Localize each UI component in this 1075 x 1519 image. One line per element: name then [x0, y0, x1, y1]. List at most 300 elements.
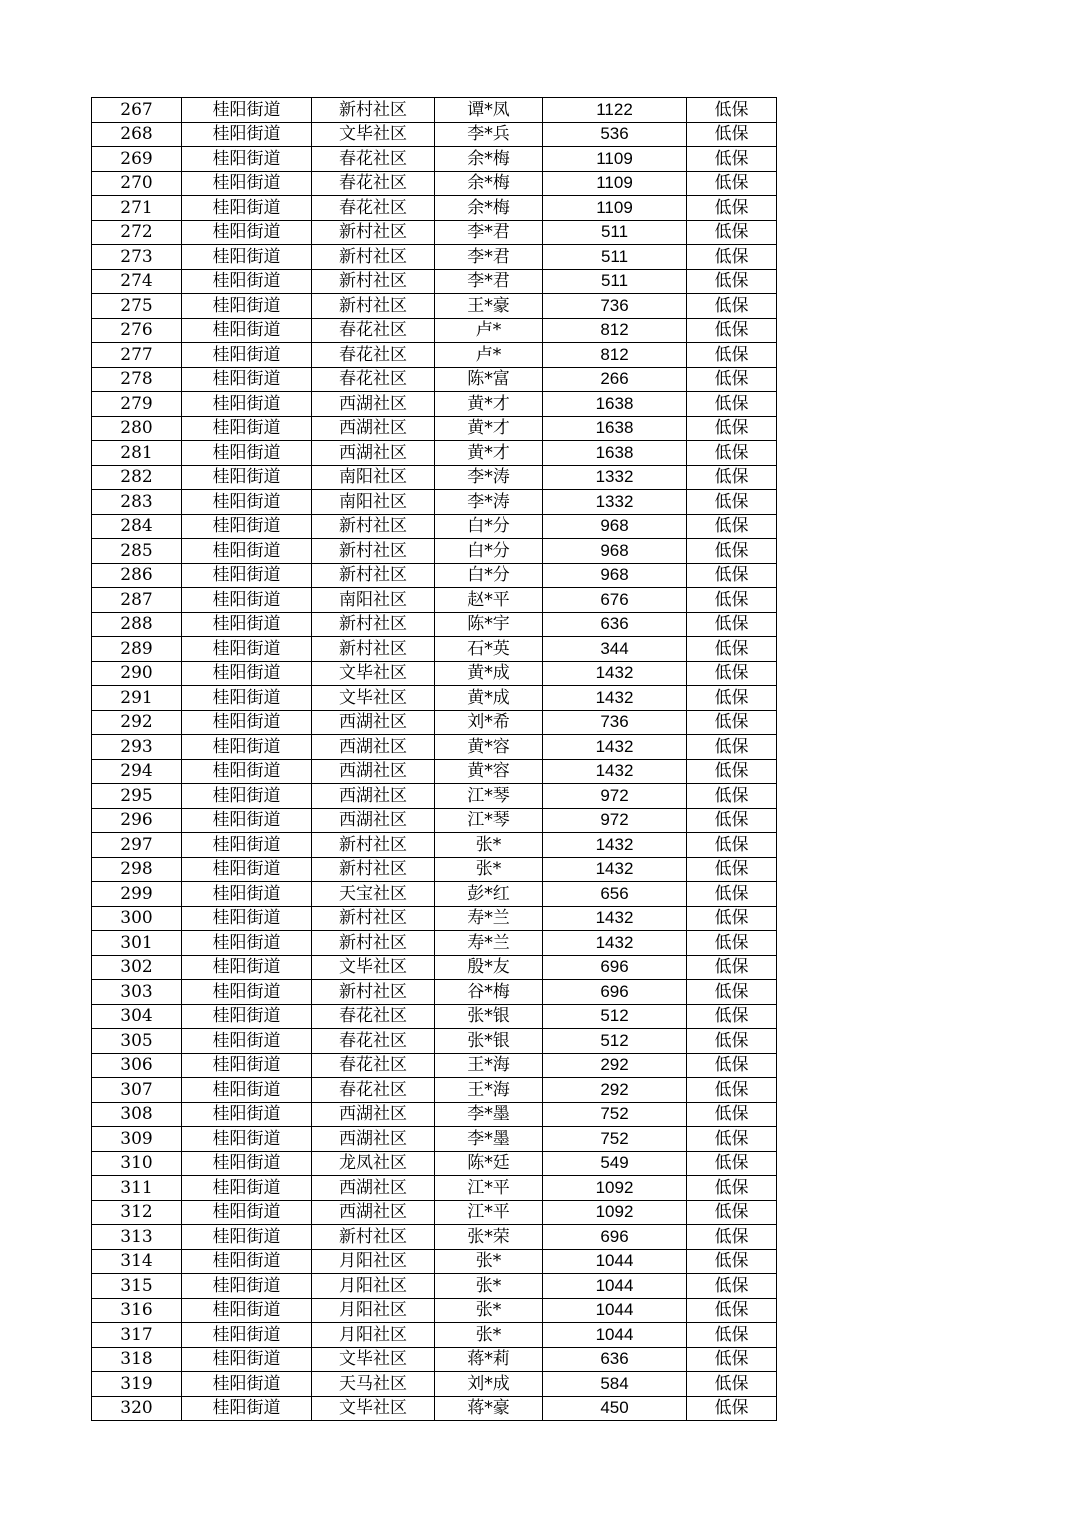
- name-cell: 李*墨: [435, 1127, 543, 1152]
- row-number-cell: 287: [92, 588, 182, 613]
- amount-cell: 512: [543, 1004, 687, 1029]
- community-cell: 西湖社区: [312, 735, 435, 760]
- table-row: [92, 220, 777, 245]
- street-cell: 桂阳街道: [182, 367, 312, 392]
- row-number-cell: 271: [92, 196, 182, 221]
- community-cell: 月阳社区: [312, 1298, 435, 1323]
- community-cell: 春花社区: [312, 171, 435, 196]
- row-number-cell: 310: [92, 1151, 182, 1176]
- row-number-cell: 290: [92, 661, 182, 686]
- type-cell: 低保: [687, 392, 777, 417]
- street-cell: 桂阳街道: [182, 441, 312, 466]
- street-cell: 桂阳街道: [182, 612, 312, 637]
- type-cell: 低保: [687, 1298, 777, 1323]
- name-cell: 黄*容: [435, 735, 543, 760]
- name-cell: 江*琴: [435, 808, 543, 833]
- name-cell: 李*君: [435, 269, 543, 294]
- street-cell: 桂阳街道: [182, 1004, 312, 1029]
- street-cell: 桂阳街道: [182, 220, 312, 245]
- type-cell: 低保: [687, 1323, 777, 1348]
- row-number-cell: 306: [92, 1053, 182, 1078]
- street-cell: 桂阳街道: [182, 392, 312, 417]
- type-cell: 低保: [687, 490, 777, 515]
- community-cell: 西湖社区: [312, 1127, 435, 1152]
- name-cell: 张*: [435, 833, 543, 858]
- type-cell: 低保: [687, 759, 777, 784]
- street-cell: 桂阳街道: [182, 1249, 312, 1274]
- row-number-cell: 275: [92, 294, 182, 319]
- name-cell: 李*涛: [435, 490, 543, 515]
- street-cell: 桂阳街道: [182, 857, 312, 882]
- table-row: [92, 1078, 777, 1103]
- street-cell: 桂阳街道: [182, 980, 312, 1005]
- amount-cell: 1638: [543, 416, 687, 441]
- type-cell: 低保: [687, 661, 777, 686]
- table-row: [92, 245, 777, 270]
- type-cell: 低保: [687, 1396, 777, 1421]
- row-number-cell: 295: [92, 784, 182, 809]
- street-cell: 桂阳街道: [182, 1127, 312, 1152]
- name-cell: 张*银: [435, 1029, 543, 1054]
- row-number-cell: 292: [92, 710, 182, 735]
- name-cell: 蒋*豪: [435, 1396, 543, 1421]
- table-row: [92, 294, 777, 319]
- name-cell: 王*海: [435, 1053, 543, 1078]
- table-row: [92, 980, 777, 1005]
- name-cell: 谭*凤: [435, 98, 543, 123]
- table-row: [92, 588, 777, 613]
- row-number-cell: 299: [92, 882, 182, 907]
- type-cell: 低保: [687, 857, 777, 882]
- row-number-cell: 296: [92, 808, 182, 833]
- type-cell: 低保: [687, 196, 777, 221]
- table-row: [92, 1372, 777, 1397]
- street-cell: 桂阳街道: [182, 98, 312, 123]
- amount-cell: 1638: [543, 392, 687, 417]
- type-cell: 低保: [687, 637, 777, 662]
- row-number-cell: 319: [92, 1372, 182, 1397]
- type-cell: 低保: [687, 318, 777, 343]
- table-row: [92, 784, 777, 809]
- row-number-cell: 297: [92, 833, 182, 858]
- amount-cell: 1092: [543, 1200, 687, 1225]
- amount-cell: 1044: [543, 1249, 687, 1274]
- name-cell: 卢*: [435, 343, 543, 368]
- type-cell: 低保: [687, 343, 777, 368]
- name-cell: 蒋*莉: [435, 1347, 543, 1372]
- amount-cell: 512: [543, 1029, 687, 1054]
- street-cell: 桂阳街道: [182, 1200, 312, 1225]
- name-cell: 余*梅: [435, 147, 543, 172]
- name-cell: 赵*平: [435, 588, 543, 613]
- table-row: [92, 612, 777, 637]
- street-cell: 桂阳街道: [182, 171, 312, 196]
- street-cell: 桂阳街道: [182, 686, 312, 711]
- amount-cell: 1332: [543, 465, 687, 490]
- name-cell: 王*海: [435, 1078, 543, 1103]
- street-cell: 桂阳街道: [182, 710, 312, 735]
- row-number-cell: 267: [92, 98, 182, 123]
- type-cell: 低保: [687, 1347, 777, 1372]
- type-cell: 低保: [687, 269, 777, 294]
- street-cell: 桂阳街道: [182, 955, 312, 980]
- name-cell: 江*琴: [435, 784, 543, 809]
- type-cell: 低保: [687, 980, 777, 1005]
- table-row: [92, 955, 777, 980]
- row-number-cell: 280: [92, 416, 182, 441]
- row-number-cell: 283: [92, 490, 182, 515]
- type-cell: 低保: [687, 171, 777, 196]
- amount-cell: 1122: [543, 98, 687, 123]
- table-row: [92, 1151, 777, 1176]
- amount-cell: 972: [543, 808, 687, 833]
- street-cell: 桂阳街道: [182, 196, 312, 221]
- community-cell: 西湖社区: [312, 392, 435, 417]
- type-cell: 低保: [687, 686, 777, 711]
- row-number-cell: 284: [92, 514, 182, 539]
- community-cell: 新村社区: [312, 612, 435, 637]
- street-cell: 桂阳街道: [182, 294, 312, 319]
- name-cell: 张*: [435, 1298, 543, 1323]
- table-row: [92, 1029, 777, 1054]
- type-cell: 低保: [687, 1200, 777, 1225]
- amount-cell: 450: [543, 1396, 687, 1421]
- name-cell: 张*银: [435, 1004, 543, 1029]
- name-cell: 寿*兰: [435, 931, 543, 956]
- street-cell: 桂阳街道: [182, 1078, 312, 1103]
- type-cell: 低保: [687, 122, 777, 147]
- name-cell: 李*君: [435, 245, 543, 270]
- type-cell: 低保: [687, 882, 777, 907]
- table-row: [92, 514, 777, 539]
- row-number-cell: 307: [92, 1078, 182, 1103]
- row-number-cell: 298: [92, 857, 182, 882]
- name-cell: 白*分: [435, 514, 543, 539]
- community-cell: 西湖社区: [312, 784, 435, 809]
- community-cell: 春花社区: [312, 343, 435, 368]
- row-number-cell: 309: [92, 1127, 182, 1152]
- community-cell: 新村社区: [312, 514, 435, 539]
- type-cell: 低保: [687, 1078, 777, 1103]
- row-number-cell: 285: [92, 539, 182, 564]
- type-cell: 低保: [687, 808, 777, 833]
- type-cell: 低保: [687, 710, 777, 735]
- row-number-cell: 312: [92, 1200, 182, 1225]
- community-cell: 新村社区: [312, 220, 435, 245]
- table-row: [92, 1127, 777, 1152]
- name-cell: 黄*成: [435, 686, 543, 711]
- row-number-cell: 301: [92, 931, 182, 956]
- community-cell: 新村社区: [312, 98, 435, 123]
- row-number-cell: 289: [92, 637, 182, 662]
- row-number-cell: 302: [92, 955, 182, 980]
- table-row: [92, 441, 777, 466]
- street-cell: 桂阳街道: [182, 1102, 312, 1127]
- type-cell: 低保: [687, 1274, 777, 1299]
- community-cell: 春花社区: [312, 147, 435, 172]
- amount-cell: 968: [543, 539, 687, 564]
- name-cell: 张*: [435, 1323, 543, 1348]
- street-cell: 桂阳街道: [182, 563, 312, 588]
- community-cell: 西湖社区: [312, 808, 435, 833]
- amount-cell: 736: [543, 710, 687, 735]
- type-cell: 低保: [687, 931, 777, 956]
- row-number-cell: 318: [92, 1347, 182, 1372]
- name-cell: 谷*梅: [435, 980, 543, 1005]
- table-row: [92, 710, 777, 735]
- type-cell: 低保: [687, 416, 777, 441]
- row-number-cell: 281: [92, 441, 182, 466]
- community-cell: 春花社区: [312, 1004, 435, 1029]
- amount-cell: 752: [543, 1102, 687, 1127]
- row-number-cell: 316: [92, 1298, 182, 1323]
- community-cell: 新村社区: [312, 980, 435, 1005]
- type-cell: 低保: [687, 147, 777, 172]
- amount-cell: 1332: [543, 490, 687, 515]
- amount-cell: 1432: [543, 857, 687, 882]
- table-row: [92, 833, 777, 858]
- name-cell: 江*平: [435, 1200, 543, 1225]
- amount-cell: 1432: [543, 661, 687, 686]
- street-cell: 桂阳街道: [182, 147, 312, 172]
- street-cell: 桂阳街道: [182, 465, 312, 490]
- table-row: [92, 661, 777, 686]
- street-cell: 桂阳街道: [182, 1396, 312, 1421]
- community-cell: 文毕社区: [312, 955, 435, 980]
- community-cell: 月阳社区: [312, 1274, 435, 1299]
- row-number-cell: 313: [92, 1225, 182, 1250]
- amount-cell: 292: [543, 1053, 687, 1078]
- amount-cell: 1044: [543, 1323, 687, 1348]
- type-cell: 低保: [687, 1176, 777, 1201]
- type-cell: 低保: [687, 588, 777, 613]
- amount-cell: 1432: [543, 686, 687, 711]
- type-cell: 低保: [687, 245, 777, 270]
- amount-cell: 1432: [543, 931, 687, 956]
- type-cell: 低保: [687, 220, 777, 245]
- type-cell: 低保: [687, 906, 777, 931]
- table-row: [92, 171, 777, 196]
- amount-cell: 812: [543, 318, 687, 343]
- community-cell: 月阳社区: [312, 1249, 435, 1274]
- amount-cell: 584: [543, 1372, 687, 1397]
- type-cell: 低保: [687, 955, 777, 980]
- community-cell: 春花社区: [312, 1078, 435, 1103]
- street-cell: 桂阳街道: [182, 490, 312, 515]
- name-cell: 白*分: [435, 563, 543, 588]
- street-cell: 桂阳街道: [182, 269, 312, 294]
- community-cell: 新村社区: [312, 857, 435, 882]
- community-cell: 南阳社区: [312, 465, 435, 490]
- community-cell: 文毕社区: [312, 686, 435, 711]
- table-row: [92, 1249, 777, 1274]
- amount-cell: 1109: [543, 171, 687, 196]
- type-cell: 低保: [687, 1249, 777, 1274]
- type-cell: 低保: [687, 612, 777, 637]
- name-cell: 石*英: [435, 637, 543, 662]
- amount-cell: 636: [543, 612, 687, 637]
- street-cell: 桂阳街道: [182, 784, 312, 809]
- name-cell: 张*荣: [435, 1225, 543, 1250]
- community-cell: 西湖社区: [312, 759, 435, 784]
- street-cell: 桂阳街道: [182, 906, 312, 931]
- type-cell: 低保: [687, 465, 777, 490]
- name-cell: 黄*才: [435, 392, 543, 417]
- row-number-cell: 278: [92, 367, 182, 392]
- name-cell: 陈*宇: [435, 612, 543, 637]
- amount-cell: 344: [543, 637, 687, 662]
- street-cell: 桂阳街道: [182, 1372, 312, 1397]
- row-number-cell: 273: [92, 245, 182, 270]
- name-cell: 陈*廷: [435, 1151, 543, 1176]
- name-cell: 卢*: [435, 318, 543, 343]
- community-cell: 新村社区: [312, 269, 435, 294]
- type-cell: 低保: [687, 1372, 777, 1397]
- type-cell: 低保: [687, 1225, 777, 1250]
- community-cell: 春花社区: [312, 367, 435, 392]
- amount-cell: 1432: [543, 833, 687, 858]
- type-cell: 低保: [687, 784, 777, 809]
- street-cell: 桂阳街道: [182, 1053, 312, 1078]
- row-number-cell: 269: [92, 147, 182, 172]
- street-cell: 桂阳街道: [182, 1274, 312, 1299]
- table-row: [92, 759, 777, 784]
- street-cell: 桂阳街道: [182, 245, 312, 270]
- table-row: [92, 269, 777, 294]
- table-row: [92, 1274, 777, 1299]
- table-row: [92, 343, 777, 368]
- community-cell: 天宝社区: [312, 882, 435, 907]
- table-row: [92, 1004, 777, 1029]
- name-cell: 王*豪: [435, 294, 543, 319]
- street-cell: 桂阳街道: [182, 1225, 312, 1250]
- name-cell: 余*梅: [435, 171, 543, 196]
- street-cell: 桂阳街道: [182, 759, 312, 784]
- row-number-cell: 272: [92, 220, 182, 245]
- type-cell: 低保: [687, 539, 777, 564]
- row-number-cell: 311: [92, 1176, 182, 1201]
- name-cell: 彭*红: [435, 882, 543, 907]
- street-cell: 桂阳街道: [182, 1323, 312, 1348]
- community-cell: 新村社区: [312, 931, 435, 956]
- community-cell: 新村社区: [312, 563, 435, 588]
- row-number-cell: 286: [92, 563, 182, 588]
- name-cell: 李*君: [435, 220, 543, 245]
- table-row: [92, 882, 777, 907]
- row-number-cell: 279: [92, 392, 182, 417]
- type-cell: 低保: [687, 1029, 777, 1054]
- community-cell: 新村社区: [312, 294, 435, 319]
- table-row: [92, 122, 777, 147]
- table-row: [92, 1225, 777, 1250]
- type-cell: 低保: [687, 1004, 777, 1029]
- row-number-cell: 291: [92, 686, 182, 711]
- amount-cell: 1638: [543, 441, 687, 466]
- community-cell: 西湖社区: [312, 710, 435, 735]
- table-row: [92, 490, 777, 515]
- street-cell: 桂阳街道: [182, 539, 312, 564]
- community-cell: 南阳社区: [312, 490, 435, 515]
- community-cell: 西湖社区: [312, 1200, 435, 1225]
- table-row: [92, 539, 777, 564]
- table-row: [92, 392, 777, 417]
- row-number-cell: 268: [92, 122, 182, 147]
- street-cell: 桂阳街道: [182, 661, 312, 686]
- amount-cell: 1092: [543, 1176, 687, 1201]
- community-cell: 西湖社区: [312, 441, 435, 466]
- amount-cell: 696: [543, 955, 687, 980]
- row-number-cell: 300: [92, 906, 182, 931]
- community-cell: 新村社区: [312, 906, 435, 931]
- amount-cell: 812: [543, 343, 687, 368]
- amount-cell: 1109: [543, 147, 687, 172]
- type-cell: 低保: [687, 1053, 777, 1078]
- community-cell: 新村社区: [312, 637, 435, 662]
- community-cell: 文毕社区: [312, 1347, 435, 1372]
- name-cell: 刘*希: [435, 710, 543, 735]
- name-cell: 张*: [435, 1249, 543, 1274]
- name-cell: 刘*成: [435, 1372, 543, 1397]
- street-cell: 桂阳街道: [182, 122, 312, 147]
- community-cell: 月阳社区: [312, 1323, 435, 1348]
- street-cell: 桂阳街道: [182, 637, 312, 662]
- amount-cell: 511: [543, 245, 687, 270]
- street-cell: 桂阳街道: [182, 1029, 312, 1054]
- table-row: [92, 1323, 777, 1348]
- type-cell: 低保: [687, 833, 777, 858]
- street-cell: 桂阳街道: [182, 735, 312, 760]
- amount-cell: 1432: [543, 735, 687, 760]
- amount-cell: 292: [543, 1078, 687, 1103]
- community-cell: 春花社区: [312, 1053, 435, 1078]
- row-number-cell: 293: [92, 735, 182, 760]
- row-number-cell: 274: [92, 269, 182, 294]
- community-cell: 文毕社区: [312, 661, 435, 686]
- type-cell: 低保: [687, 441, 777, 466]
- amount-cell: 1044: [543, 1298, 687, 1323]
- row-number-cell: 294: [92, 759, 182, 784]
- row-number-cell: 314: [92, 1249, 182, 1274]
- community-cell: 新村社区: [312, 539, 435, 564]
- community-cell: 天马社区: [312, 1372, 435, 1397]
- community-cell: 西湖社区: [312, 416, 435, 441]
- community-cell: 文毕社区: [312, 122, 435, 147]
- street-cell: 桂阳街道: [182, 1151, 312, 1176]
- street-cell: 桂阳街道: [182, 1347, 312, 1372]
- street-cell: 桂阳街道: [182, 343, 312, 368]
- table-row: [92, 808, 777, 833]
- name-cell: 李*兵: [435, 122, 543, 147]
- amount-cell: 636: [543, 1347, 687, 1372]
- table-row: [92, 931, 777, 956]
- table-row: [92, 98, 777, 123]
- street-cell: 桂阳街道: [182, 1298, 312, 1323]
- table-row: [92, 196, 777, 221]
- name-cell: 黄*才: [435, 416, 543, 441]
- amount-cell: 696: [543, 1225, 687, 1250]
- row-number-cell: 270: [92, 171, 182, 196]
- amount-cell: 266: [543, 367, 687, 392]
- table-row: [92, 1298, 777, 1323]
- table-row: [92, 1347, 777, 1372]
- type-cell: 低保: [687, 735, 777, 760]
- table-row: [92, 563, 777, 588]
- table-row: [92, 1053, 777, 1078]
- table-row: [92, 367, 777, 392]
- name-cell: 张*: [435, 857, 543, 882]
- community-cell: 新村社区: [312, 245, 435, 270]
- community-cell: 新村社区: [312, 1225, 435, 1250]
